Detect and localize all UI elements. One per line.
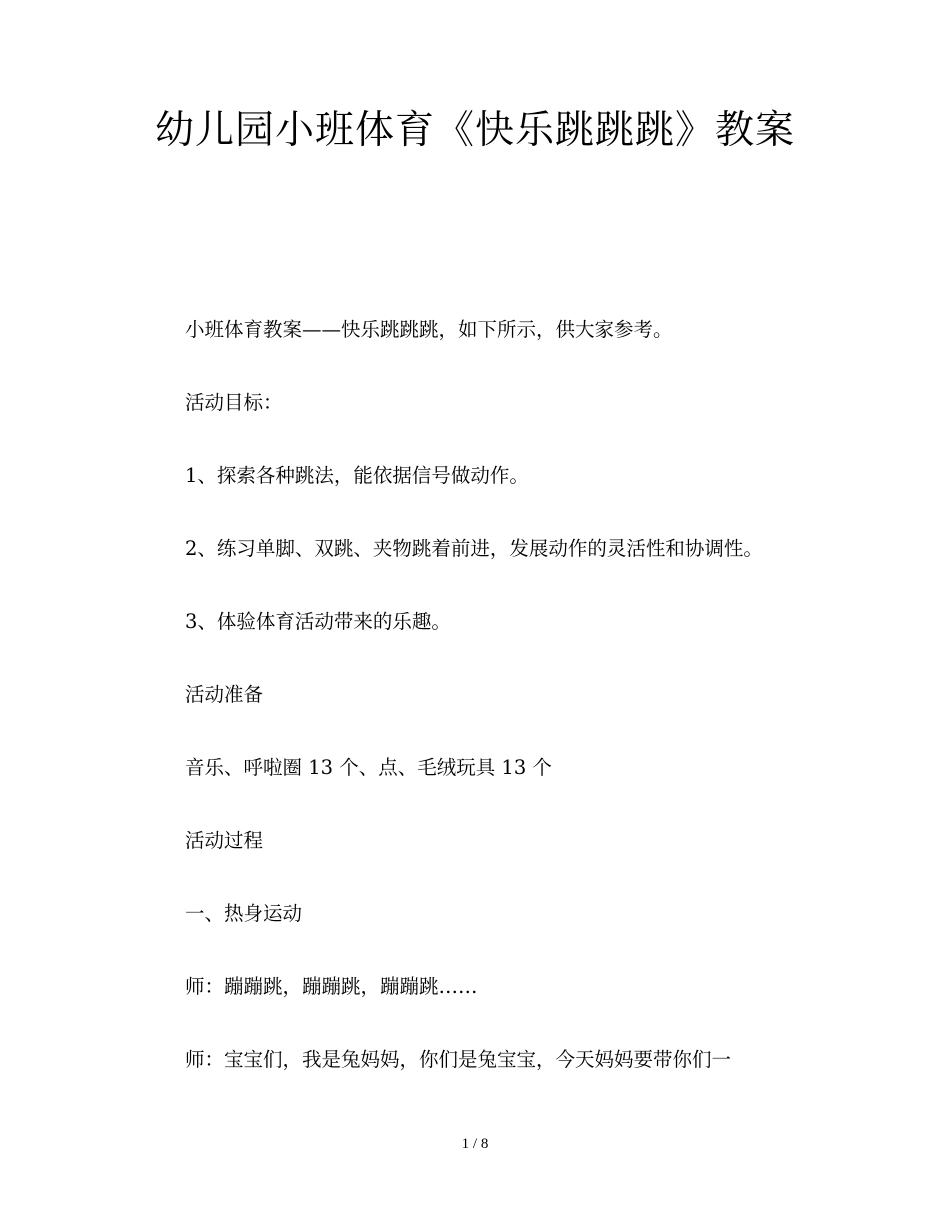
preparation-materials: 音乐、呼啦圈 13 个、点、毛绒玩具 13 个 — [185, 756, 552, 779]
page-number: 1 / 8 — [461, 1136, 489, 1152]
goal-item-1: 1、探索各种跳法，能依据信号做动作。 — [185, 464, 529, 487]
paragraph-intro: 小班体育教案——快乐跳跳跳，如下所示，供大家参考。 — [185, 318, 673, 341]
teacher-line-2: 师：宝宝们，我是兔妈妈，你们是兔宝宝，今天妈妈要带你们一 — [185, 1048, 732, 1071]
heading-activity-process: 活动过程 — [185, 829, 264, 852]
teacher-line-1: 师：蹦蹦跳，蹦蹦跳，蹦蹦跳…… — [185, 975, 478, 998]
goal-item-3: 3、体验体育活动带来的乐趣。 — [185, 610, 451, 633]
section-warmup-heading: 一、热身运动 — [185, 902, 303, 925]
goal-item-2: 2、练习单脚、双跳、夹物跳着前进，发展动作的灵活性和协调性。 — [185, 537, 763, 560]
document-body — [185, 312, 885, 1115]
heading-activity-goals: 活动目标： — [185, 391, 283, 414]
document-title: 幼儿园小班体育《快乐跳跳跳》教案 — [154, 108, 795, 153]
heading-activity-preparation: 活动准备 — [185, 683, 264, 706]
